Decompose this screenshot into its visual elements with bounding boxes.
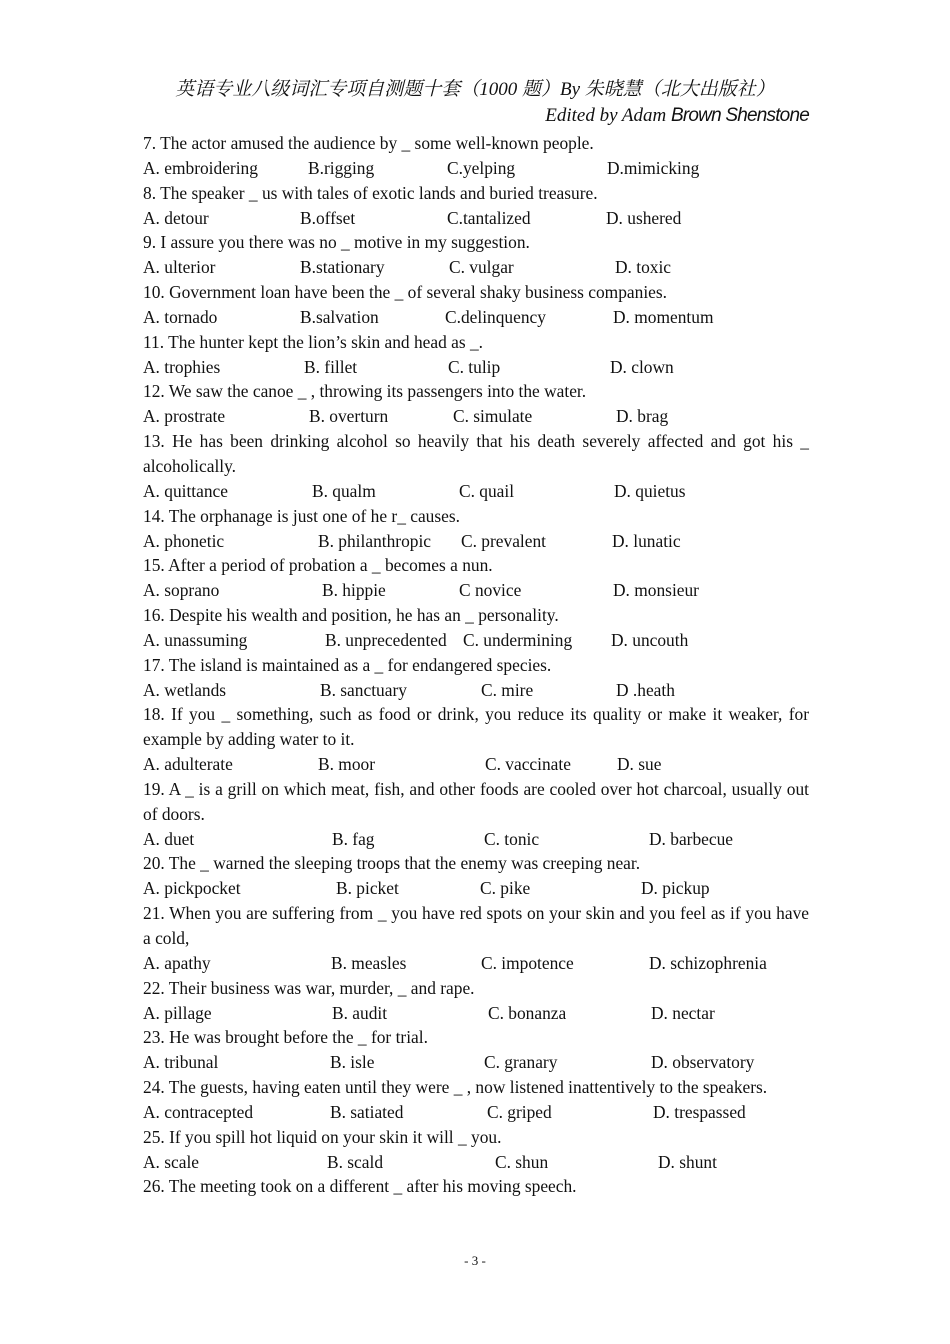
option-b: B.offset [300,207,356,228]
question-text: 26. The meeting took on a different _ after his moving speech. [143,1176,577,1197]
option-a: A. duet [143,828,195,849]
question-text: 12. We saw the canoe _ , throwing its passengers into the water. [143,381,587,402]
option-d: D. sue [617,754,662,775]
option-c: C. simulate [453,406,533,427]
option-c: C novice [459,580,522,601]
option-b: B. fillet [304,356,358,377]
options-row [143,1050,809,1075]
question-text: 20. The _ warned the sleeping troops that the enemy was creeping near. [143,853,641,874]
options-row [143,752,809,777]
editor-name: Brown Shenstone [671,105,809,126]
option-b: B. moor [318,754,376,775]
option-c: C. prevalent [461,530,546,551]
options-row [143,628,809,653]
option-d: D. clown [610,356,674,377]
option-c: C. quail [459,480,515,501]
options-row [143,529,809,554]
options-row [143,1001,809,1026]
option-d: D. momentum [613,306,714,327]
option-c: C. undermining [463,629,573,650]
question-list [143,131,809,1199]
option-b: B. audit [332,1002,388,1023]
option-a: A. embroidering [143,157,258,178]
question-text: 15. After a period of probation a _ becomes a nun. [143,555,493,576]
option-b: B. qualm [312,480,376,501]
option-c: C. tulip [448,356,501,377]
option-d: D. brag [616,406,669,427]
options-row [143,355,809,380]
question-text: 8. The speaker _ us with tales of exotic lands and buried treasure. [143,182,598,203]
options-row [143,1100,809,1125]
option-b: B. sanctuary [320,679,407,700]
option-b: B. satiated [330,1101,404,1122]
option-c: C. mire [481,679,534,700]
page-number: - 3 - [464,1253,486,1268]
option-b: B.salvation [300,306,379,327]
option-d: D. toxic [615,257,672,278]
option-a: A. scale [143,1151,200,1172]
options-row [143,156,809,181]
question-text: 24. The guests, having eaten until they were _ , now listened inattentively to the speakers. [143,1077,768,1098]
option-d: D. monsieur [613,580,699,601]
option-b: B. isle [330,1052,375,1073]
option-a: A. phonetic [143,530,225,551]
option-b: B.stationary [300,257,385,278]
options-row [143,255,809,280]
option-b: B. scald [327,1151,384,1172]
document-header-title: 英语专业八级词汇专项自测题十套（1000 题）By 朱晓慧（北大出版社） [175,79,775,100]
option-c: C.delinquency [445,306,546,327]
question-text: 17. The island is maintained as a _ for endangered species. [143,654,552,675]
options-row [143,678,809,703]
option-d: D. trespassed [653,1101,746,1122]
option-a: A. adulterate [143,754,233,775]
option-c: C. granary [484,1052,558,1073]
option-b: B. philanthropic [318,530,432,551]
question-text: 13. He has been drinking alcohol so heavily that his death severely affected and got his _ alcoholically. [143,431,809,476]
option-b: B. picket [336,878,399,899]
option-c: C. shun [495,1151,549,1172]
option-c: C. tonic [484,828,540,849]
option-d: D. shunt [658,1151,717,1172]
option-d: D .heath [616,679,675,700]
options-row [143,827,809,852]
question-text: 14. The orphanage is just one of he r_ causes. [143,505,460,526]
question-text: 21. When you are suffering from _ you have red spots on your skin and you feel as if you have a cold, [143,903,809,948]
options-row [143,876,809,901]
option-a: A. tornado [143,306,218,327]
option-c: C.tantalized [447,207,531,228]
option-c: C. vulgar [449,257,514,278]
options-row [143,206,809,231]
question-text: 11. The hunter kept the lion’s skin and head as _. [143,331,484,352]
option-d: D. schizophrenia [649,952,767,973]
option-a: A. quittance [143,480,228,501]
option-a: A. trophies [143,356,221,377]
option-d: D. uncouth [611,629,689,650]
option-d: D. barbecue [649,828,734,849]
option-a: A. pickpocket [143,878,241,899]
option-a: A. wetlands [143,679,227,700]
option-a: A. unassuming [143,629,248,650]
option-b: B.rigging [308,157,375,178]
options-row [143,951,809,976]
options-row [143,404,809,429]
option-b: B. unprecedented [325,629,447,650]
options-row [143,305,809,330]
option-a: A. ulterior [143,257,216,278]
question-text: 7. The actor amused the audience by _ some well-known people. [143,133,594,153]
option-a: A. tribunal [143,1052,219,1073]
option-c: C. pike [480,878,531,899]
question-text: 25. If you spill hot liquid on your skin it will _ you. [143,1126,502,1147]
options-row [143,1150,809,1175]
option-d: D. observatory [651,1052,755,1073]
question-text: 10. Government loan have been the _ of several shaky business companies. [143,282,667,303]
options-row [143,578,809,603]
option-b: B. fag [332,828,375,849]
option-c: C. vaccinate [485,754,571,775]
option-a: A. prostrate [143,406,226,427]
option-b: B. overturn [309,406,389,427]
option-d: D. nectar [651,1002,715,1023]
option-a: A. soprano [143,580,220,601]
option-d: D.mimicking [607,157,700,178]
question-text: 18. If you _ something, such as food or drink, you reduce its quality or make it weaker, for example by adding water to it. [143,704,809,750]
option-c: C. impotence [481,952,574,973]
option-d: D. lunatic [612,530,681,551]
question-text: 23. He was brought before the _ for trial. [143,1027,428,1048]
option-c: C. griped [487,1101,552,1122]
editor-prefix: Edited by Adam [545,105,671,126]
option-d: D. quietus [614,480,686,501]
question-text: 9. I assure you there was no _ motive in my suggestion. [143,232,530,253]
options-row [143,479,809,504]
option-b: B. hippie [322,580,386,601]
option-a: A. apathy [143,952,211,973]
option-c: C.yelping [447,157,516,178]
option-c: C. bonanza [488,1002,567,1023]
question-text: 22. Their business was war, murder, _ and rape. [143,977,475,998]
option-b: B. measles [331,952,407,973]
option-d: D. pickup [641,878,710,899]
option-d: D. ushered [606,207,682,228]
question-text: 19. A _ is a grill on which meat, fish, and other foods are cooled over hot charcoal, usually out of doors. [143,778,809,824]
question-text: 16. Despite his wealth and position, he has an _ personality. [143,605,559,626]
option-a: A. detour [143,207,209,228]
option-a: A. contracepted [143,1101,254,1122]
option-a: A. pillage [143,1002,212,1023]
document-header-editor [545,104,809,128]
